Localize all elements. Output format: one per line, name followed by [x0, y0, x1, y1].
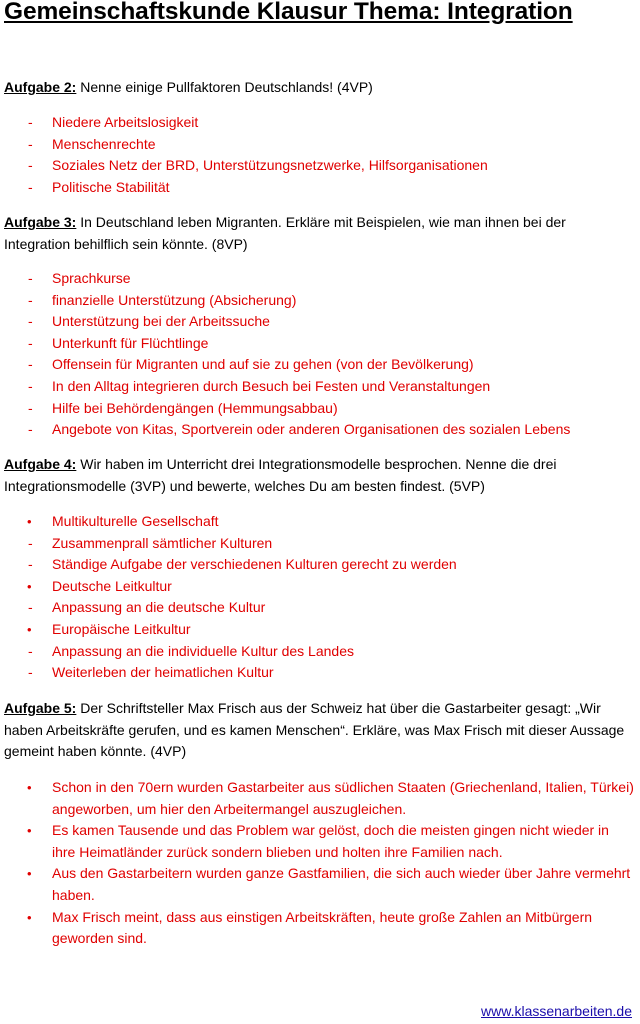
answer-text: Niedere Arbeitslosigkeit: [52, 114, 199, 130]
list-item: [0, 863, 634, 906]
answer-list-aufgabe-3: [0, 268, 570, 441]
answer-text: haben.: [52, 886, 95, 903]
list-item: [0, 511, 457, 533]
list-item: [0, 907, 634, 950]
list-item: [0, 155, 488, 177]
list-item: [0, 777, 634, 820]
question-aufgabe-2: [4, 77, 373, 99]
bullet-marker: •: [27, 514, 32, 529]
answer-text: Deutsche Leitkultur: [52, 577, 172, 594]
question-text: Wir haben im Unterricht drei Integrationsmodelle besprochen. Nenne die drei: [76, 456, 557, 472]
question-text: haben Arbeitskräfte gerufen, und es kamen Menschen“. Erkläre, was Max Frisch mit dieser Aussage: [4, 721, 625, 738]
answer-text: Aus den Gastarbeitern wurden ganze Gastfamilien, die sich auch wieder über Jahre vermehrt: [52, 865, 631, 882]
list-item: [0, 554, 457, 576]
dash-marker: -: [28, 270, 33, 286]
answer-text: geworden sind.: [52, 930, 147, 947]
dash-marker: -: [28, 421, 33, 438]
footer-link[interactable]: www.klassenarbeiten.de: [481, 1003, 632, 1019]
list-item: [0, 268, 570, 290]
answer-text: Hilfe bei Behördengängen (Hemmungsabbau): [52, 399, 338, 416]
list-item: [0, 112, 488, 134]
dash-marker: -: [28, 599, 33, 616]
answer-text: Politische Stabilität: [52, 178, 170, 195]
answer-text: ihre Heimatländer zurück sondern blieben und holten ihre Familien nach.: [52, 843, 503, 860]
list-item: [0, 419, 570, 441]
dash-marker: -: [28, 556, 33, 573]
dash-marker: -: [28, 313, 33, 330]
list-item: [0, 376, 570, 398]
list-item: [0, 533, 457, 555]
list-item: [0, 311, 570, 333]
list-item: [0, 597, 457, 619]
list-item: [0, 177, 488, 199]
dash-marker: -: [28, 642, 33, 659]
answer-text: Menschenrechte: [52, 135, 156, 152]
question-label: Aufgabe 3:: [4, 214, 77, 230]
dash-marker: -: [28, 135, 33, 152]
bullet-marker: •: [27, 578, 32, 594]
question-aufgabe-3: [4, 212, 566, 255]
list-item: [0, 662, 457, 684]
answer-text: Ständige Aufgabe der verschiedenen Kulturen gerecht zu werden: [52, 556, 457, 573]
answer-text: Unterkunft für Flüchtlinge: [52, 334, 209, 351]
answer-text: Multikulturelle Gesellschaft: [52, 513, 219, 529]
dash-marker: -: [28, 399, 33, 416]
answer-text: Soziales Netz der BRD, Unterstützungsnetzwerke, Hilfsorganisationen: [52, 157, 488, 174]
list-item: [0, 134, 488, 156]
bullet-marker: •: [27, 780, 32, 795]
answer-text: Anpassung an die individuelle Kultur des Landes: [52, 642, 354, 659]
list-item: [0, 619, 457, 641]
dash-marker: -: [28, 291, 33, 308]
list-item: [0, 354, 570, 376]
answer-list-aufgabe-4: [0, 511, 457, 684]
list-item: [0, 333, 570, 355]
dash-marker: -: [28, 157, 33, 174]
dash-marker: -: [28, 664, 33, 681]
bullet-marker: •: [27, 621, 32, 637]
answer-list-aufgabe-5: [0, 777, 634, 950]
answer-text: Offensein für Migranten und auf sie zu gehen (von der Bevölkerung): [52, 356, 474, 373]
answer-text: Unterstützung bei der Arbeitssuche: [52, 313, 270, 330]
dash-marker: -: [28, 377, 33, 394]
answer-list-aufgabe-2: [0, 112, 488, 198]
page-title: Gemeinschaftskunde Klausur Thema: Integration: [4, 0, 573, 25]
answer-text: Europäische Leitkultur: [52, 620, 191, 637]
list-item: [0, 576, 457, 598]
question-text: Integration behilflich sein könnte. (8VP): [4, 235, 248, 252]
question-text: Der Schriftsteller Max Frisch aus der Schweiz hat über die Gastarbeiter gesagt: „Wir: [76, 700, 601, 716]
dash-marker: -: [28, 114, 33, 130]
dash-marker: -: [28, 334, 33, 351]
question-aufgabe-5: [4, 698, 624, 763]
bullet-marker: •: [27, 909, 32, 925]
question-aufgabe-4: [4, 454, 556, 497]
bullet-marker: •: [27, 823, 32, 839]
dash-marker: -: [28, 356, 33, 373]
dash-marker: -: [28, 534, 33, 551]
question-text: gemeint haben könnte. (4VP): [4, 743, 187, 759]
answer-text: Weiterleben der heimatlichen Kultur: [52, 664, 274, 681]
list-item: [0, 290, 570, 312]
question-text: Nenne einige Pullfaktoren Deutschlands! (4VP): [76, 79, 373, 95]
answer-text: In den Alltag integrieren durch Besuch bei Festen und Veranstaltungen: [52, 377, 491, 394]
question-text: Integrationsmodelle (3VP) und bewerte, welches Du am besten findest. (5VP): [4, 477, 485, 494]
question-label: Aufgabe 4:: [4, 456, 77, 472]
answer-text: Es kamen Tausende und das Problem war gelöst, doch die meisten gingen nicht wieder in: [52, 822, 609, 839]
question-label: Aufgabe 5:: [4, 700, 77, 716]
answer-text: Angebote von Kitas, Sportverein oder anderen Organisationen des sozialen Lebens: [52, 421, 571, 438]
answer-text: Sprachkurse: [52, 270, 131, 286]
dash-marker: -: [28, 178, 33, 195]
list-item: [0, 820, 634, 863]
bullet-marker: •: [27, 866, 32, 882]
answer-text: Max Frisch meint, dass aus einstigen Arbeitskräften, heute große Zahlen an Mitbürgern: [52, 908, 593, 925]
list-item: [0, 641, 457, 663]
answer-text: finanzielle Unterstützung (Absicherung): [52, 291, 297, 308]
answer-text: angeworben, um hier den Arbeitermangel auszugleichen.: [52, 800, 407, 817]
list-item: [0, 398, 570, 420]
question-text: In Deutschland leben Migranten. Erkläre mit Beispielen, wie man ihnen bei der: [76, 214, 566, 230]
answer-text: Anpassung an die deutsche Kultur: [52, 599, 266, 616]
answer-text: Zusammenprall sämtlicher Kulturen: [52, 534, 273, 551]
question-label: Aufgabe 2:: [4, 79, 77, 95]
answer-text: Schon in den 70ern wurden Gastarbeiter aus südlichen Staaten (Griechenland, Italien, Türkei): [52, 779, 634, 795]
